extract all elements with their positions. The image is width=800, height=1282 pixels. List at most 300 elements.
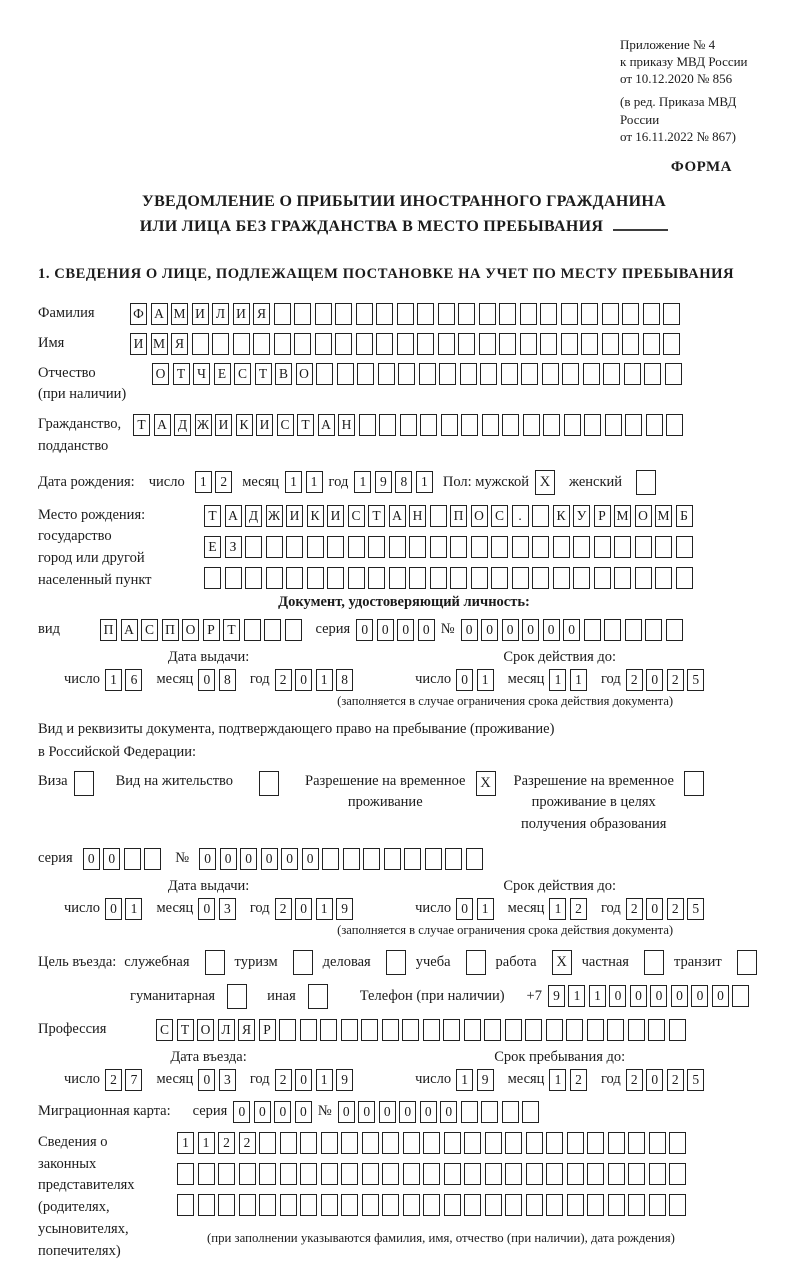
char-cell[interactable]: Т [173, 363, 190, 385]
char-cell[interactable] [523, 414, 540, 436]
char-cell[interactable]: 0 [254, 1101, 271, 1123]
char-cell[interactable]: К [236, 414, 253, 436]
char-cell[interactable]: Я [171, 333, 188, 355]
char-cell[interactable]: Т [255, 363, 272, 385]
char-cell[interactable]: 0 [338, 1101, 355, 1123]
char-cell[interactable] [300, 1019, 317, 1041]
char-cell[interactable] [400, 414, 417, 436]
char-cell[interactable] [525, 1019, 542, 1041]
char-cell[interactable] [546, 1132, 563, 1154]
char-cell[interactable]: 2 [626, 669, 643, 691]
char-cell[interactable] [403, 1163, 420, 1185]
sex-female-checkbox[interactable] [636, 470, 656, 495]
char-cell[interactable] [341, 1163, 358, 1185]
char-cell[interactable]: 0 [646, 898, 663, 920]
char-cell[interactable]: 0 [274, 1101, 291, 1123]
char-cell[interactable] [458, 333, 475, 355]
char-cell[interactable] [356, 303, 373, 325]
char-cell[interactable] [439, 363, 456, 385]
char-cell[interactable]: О [296, 363, 313, 385]
char-cell[interactable] [505, 1163, 522, 1185]
char-cell[interactable]: 1 [549, 669, 566, 691]
char-cell[interactable]: 2 [275, 669, 292, 691]
char-cell[interactable]: 9 [336, 898, 353, 920]
char-cell[interactable]: 0 [418, 619, 435, 641]
char-cell[interactable] [376, 333, 393, 355]
char-cell[interactable]: Н [338, 414, 355, 436]
char-cell[interactable] [409, 567, 426, 589]
char-cell[interactable] [368, 536, 385, 558]
char-cell[interactable] [567, 1163, 584, 1185]
char-cell[interactable]: 5 [687, 669, 704, 691]
char-cell[interactable] [614, 536, 631, 558]
char-cell[interactable]: 1 [477, 669, 494, 691]
char-cell[interactable]: М [614, 505, 631, 527]
char-cell[interactable] [676, 536, 693, 558]
char-cell[interactable] [512, 536, 529, 558]
char-cell[interactable] [285, 619, 302, 641]
char-cell[interactable] [666, 414, 683, 436]
char-cell[interactable]: Т [223, 619, 240, 641]
char-cell[interactable] [384, 848, 401, 870]
char-cell[interactable] [461, 414, 478, 436]
char-cell[interactable] [212, 333, 229, 355]
char-cell[interactable] [567, 1194, 584, 1216]
char-cell[interactable] [244, 619, 261, 641]
char-cell[interactable]: А [318, 414, 335, 436]
char-cell[interactable] [259, 1194, 276, 1216]
char-cell[interactable]: Ч [193, 363, 210, 385]
char-cell[interactable] [397, 303, 414, 325]
char-cell[interactable]: А [154, 414, 171, 436]
char-cell[interactable] [491, 536, 508, 558]
char-cell[interactable] [198, 1163, 215, 1185]
char-cell[interactable]: 0 [379, 1101, 396, 1123]
char-cell[interactable]: 3 [219, 1069, 236, 1091]
char-cell[interactable]: И [215, 414, 232, 436]
purpose-commercial-checkbox[interactable] [386, 950, 406, 975]
char-cell[interactable] [327, 567, 344, 589]
char-cell[interactable]: А [151, 303, 168, 325]
char-cell[interactable] [177, 1194, 194, 1216]
char-cell[interactable] [614, 567, 631, 589]
char-cell[interactable] [587, 1194, 604, 1216]
char-cell[interactable] [669, 1163, 686, 1185]
char-cell[interactable] [587, 1019, 604, 1041]
char-cell[interactable]: Д [245, 505, 262, 527]
char-cell[interactable] [485, 1194, 502, 1216]
char-cell[interactable] [316, 363, 333, 385]
char-cell[interactable]: Б [676, 505, 693, 527]
char-cell[interactable] [649, 1194, 666, 1216]
residence-permit-checkbox[interactable] [259, 771, 279, 796]
char-cell[interactable] [444, 1194, 461, 1216]
char-cell[interactable] [594, 567, 611, 589]
char-cell[interactable]: Я [253, 303, 270, 325]
char-cell[interactable] [499, 333, 516, 355]
char-cell[interactable]: У [573, 505, 590, 527]
char-cell[interactable] [315, 333, 332, 355]
char-cell[interactable]: Ж [266, 505, 283, 527]
char-cell[interactable]: А [225, 505, 242, 527]
char-cell[interactable] [218, 1163, 235, 1185]
char-cell[interactable] [628, 1194, 645, 1216]
char-cell[interactable]: Е [214, 363, 231, 385]
char-cell[interactable] [264, 619, 281, 641]
char-cell[interactable] [464, 1019, 481, 1041]
char-cell[interactable] [362, 1194, 379, 1216]
char-cell[interactable] [307, 536, 324, 558]
char-cell[interactable] [279, 1019, 296, 1041]
char-cell[interactable] [192, 333, 209, 355]
char-cell[interactable] [348, 536, 365, 558]
char-cell[interactable] [320, 1019, 337, 1041]
char-cell[interactable]: 0 [481, 619, 498, 641]
char-cell[interactable]: 1 [549, 1069, 566, 1091]
char-cell[interactable] [245, 536, 262, 558]
char-cell[interactable]: Д [174, 414, 191, 436]
char-cell[interactable] [376, 303, 393, 325]
char-cell[interactable] [233, 333, 250, 355]
char-cell[interactable]: 1 [195, 471, 212, 493]
char-cell[interactable]: 0 [377, 619, 394, 641]
char-cell[interactable] [460, 363, 477, 385]
char-cell[interactable] [430, 567, 447, 589]
char-cell[interactable]: Т [177, 1019, 194, 1041]
char-cell[interactable] [198, 1194, 215, 1216]
char-cell[interactable] [648, 1019, 665, 1041]
purpose-study-checkbox[interactable] [466, 950, 486, 975]
char-cell[interactable] [485, 1132, 502, 1154]
char-cell[interactable] [420, 414, 437, 436]
char-cell[interactable]: 0 [103, 848, 120, 870]
char-cell[interactable] [649, 1132, 666, 1154]
char-cell[interactable]: 1 [477, 898, 494, 920]
char-cell[interactable] [542, 363, 559, 385]
char-cell[interactable]: Т [204, 505, 221, 527]
char-cell[interactable] [274, 303, 291, 325]
char-cell[interactable] [307, 567, 324, 589]
char-cell[interactable] [322, 848, 339, 870]
char-cell[interactable]: 0 [295, 1101, 312, 1123]
char-cell[interactable] [274, 333, 291, 355]
char-cell[interactable]: Е [204, 536, 221, 558]
char-cell[interactable] [124, 848, 141, 870]
char-cell[interactable]: 0 [240, 848, 257, 870]
char-cell[interactable] [583, 363, 600, 385]
visa-checkbox[interactable] [74, 771, 94, 796]
char-cell[interactable]: 0 [712, 985, 729, 1007]
char-cell[interactable]: 0 [609, 985, 626, 1007]
char-cell[interactable] [608, 1132, 625, 1154]
char-cell[interactable] [363, 848, 380, 870]
char-cell[interactable] [732, 985, 749, 1007]
char-cell[interactable] [464, 1132, 481, 1154]
char-cell[interactable]: В [275, 363, 292, 385]
char-cell[interactable] [484, 1019, 501, 1041]
char-cell[interactable] [419, 363, 436, 385]
char-cell[interactable]: 0 [691, 985, 708, 1007]
char-cell[interactable]: 0 [233, 1101, 250, 1123]
char-cell[interactable]: 7 [125, 1069, 142, 1091]
char-cell[interactable]: 2 [275, 898, 292, 920]
char-cell[interactable]: 2 [626, 898, 643, 920]
char-cell[interactable] [624, 363, 641, 385]
char-cell[interactable]: 8 [219, 669, 236, 691]
char-cell[interactable] [479, 303, 496, 325]
char-cell[interactable] [602, 333, 619, 355]
char-cell[interactable]: 0 [295, 1069, 312, 1091]
char-cell[interactable] [177, 1163, 194, 1185]
char-cell[interactable] [280, 1163, 297, 1185]
char-cell[interactable] [403, 1194, 420, 1216]
char-cell[interactable]: 0 [295, 669, 312, 691]
char-cell[interactable]: Ж [195, 414, 212, 436]
char-cell[interactable] [562, 363, 579, 385]
char-cell[interactable]: 0 [105, 898, 122, 920]
char-cell[interactable]: Н [409, 505, 426, 527]
char-cell[interactable]: 0 [456, 898, 473, 920]
char-cell[interactable] [423, 1163, 440, 1185]
char-cell[interactable] [543, 414, 560, 436]
char-cell[interactable]: И [286, 505, 303, 527]
char-cell[interactable]: 0 [646, 669, 663, 691]
char-cell[interactable]: Л [212, 303, 229, 325]
char-cell[interactable] [526, 1194, 543, 1216]
char-cell[interactable] [607, 1019, 624, 1041]
char-cell[interactable] [253, 333, 270, 355]
char-cell[interactable] [644, 363, 661, 385]
char-cell[interactable]: 1 [589, 985, 606, 1007]
char-cell[interactable] [423, 1132, 440, 1154]
char-cell[interactable]: 1 [549, 898, 566, 920]
char-cell[interactable]: 0 [198, 898, 215, 920]
char-cell[interactable] [625, 619, 642, 641]
char-cell[interactable]: 0 [420, 1101, 437, 1123]
char-cell[interactable]: Л [218, 1019, 235, 1041]
char-cell[interactable]: 2 [570, 1069, 587, 1091]
char-cell[interactable] [566, 1019, 583, 1041]
char-cell[interactable] [645, 619, 662, 641]
purpose-private-checkbox[interactable] [644, 950, 664, 975]
char-cell[interactable] [521, 363, 538, 385]
char-cell[interactable] [491, 567, 508, 589]
char-cell[interactable] [471, 567, 488, 589]
char-cell[interactable]: 0 [461, 619, 478, 641]
char-cell[interactable] [520, 303, 537, 325]
char-cell[interactable]: К [307, 505, 324, 527]
char-cell[interactable] [438, 333, 455, 355]
char-cell[interactable]: 0 [220, 848, 237, 870]
char-cell[interactable] [643, 333, 660, 355]
char-cell[interactable]: 2 [570, 898, 587, 920]
char-cell[interactable] [669, 1019, 686, 1041]
char-cell[interactable]: 3 [219, 898, 236, 920]
char-cell[interactable] [404, 848, 421, 870]
char-cell[interactable] [286, 536, 303, 558]
char-cell[interactable] [602, 303, 619, 325]
char-cell[interactable] [259, 1163, 276, 1185]
char-cell[interactable] [321, 1194, 338, 1216]
char-cell[interactable]: 0 [83, 848, 100, 870]
char-cell[interactable]: 0 [502, 619, 519, 641]
char-cell[interactable] [294, 333, 311, 355]
char-cell[interactable] [382, 1019, 399, 1041]
char-cell[interactable] [546, 1163, 563, 1185]
char-cell[interactable]: 2 [239, 1132, 256, 1154]
char-cell[interactable] [397, 333, 414, 355]
char-cell[interactable] [443, 1019, 460, 1041]
char-cell[interactable] [321, 1132, 338, 1154]
char-cell[interactable] [245, 567, 262, 589]
char-cell[interactable] [403, 1132, 420, 1154]
char-cell[interactable]: 2 [218, 1132, 235, 1154]
char-cell[interactable]: С [277, 414, 294, 436]
char-cell[interactable] [343, 848, 360, 870]
char-cell[interactable] [280, 1194, 297, 1216]
char-cell[interactable] [649, 1163, 666, 1185]
char-cell[interactable] [532, 567, 549, 589]
char-cell[interactable]: 2 [667, 898, 684, 920]
char-cell[interactable] [356, 333, 373, 355]
char-cell[interactable] [581, 303, 598, 325]
char-cell[interactable] [663, 333, 680, 355]
char-cell[interactable]: А [121, 619, 138, 641]
char-cell[interactable]: 1 [198, 1132, 215, 1154]
char-cell[interactable]: 1 [570, 669, 587, 691]
char-cell[interactable] [335, 333, 352, 355]
char-cell[interactable] [522, 1101, 539, 1123]
char-cell[interactable] [444, 1132, 461, 1154]
char-cell[interactable]: 0 [281, 848, 298, 870]
char-cell[interactable] [676, 567, 693, 589]
char-cell[interactable]: П [162, 619, 179, 641]
char-cell[interactable] [382, 1163, 399, 1185]
char-cell[interactable] [378, 363, 395, 385]
char-cell[interactable] [532, 536, 549, 558]
char-cell[interactable] [666, 619, 683, 641]
char-cell[interactable]: И [192, 303, 209, 325]
char-cell[interactable] [532, 505, 549, 527]
char-cell[interactable] [259, 1132, 276, 1154]
char-cell[interactable] [553, 567, 570, 589]
char-cell[interactable]: 1 [316, 1069, 333, 1091]
char-cell[interactable]: И [327, 505, 344, 527]
char-cell[interactable]: 0 [295, 898, 312, 920]
char-cell[interactable]: Р [259, 1019, 276, 1041]
char-cell[interactable]: 1 [316, 669, 333, 691]
char-cell[interactable] [502, 414, 519, 436]
char-cell[interactable]: 2 [275, 1069, 292, 1091]
char-cell[interactable]: 0 [456, 669, 473, 691]
char-cell[interactable] [603, 363, 620, 385]
char-cell[interactable] [628, 1163, 645, 1185]
char-cell[interactable] [315, 303, 332, 325]
char-cell[interactable]: 2 [105, 1069, 122, 1091]
char-cell[interactable] [266, 567, 283, 589]
char-cell[interactable] [239, 1163, 256, 1185]
char-cell[interactable]: 1 [456, 1069, 473, 1091]
char-cell[interactable]: 0 [198, 1069, 215, 1091]
char-cell[interactable] [505, 1019, 522, 1041]
char-cell[interactable] [461, 1101, 478, 1123]
char-cell[interactable] [604, 619, 621, 641]
char-cell[interactable] [382, 1132, 399, 1154]
char-cell[interactable] [635, 536, 652, 558]
char-cell[interactable] [438, 303, 455, 325]
char-cell[interactable]: 0 [358, 1101, 375, 1123]
char-cell[interactable] [567, 1132, 584, 1154]
char-cell[interactable] [337, 363, 354, 385]
char-cell[interactable] [348, 567, 365, 589]
char-cell[interactable] [389, 536, 406, 558]
temp-residence-checkbox[interactable]: X [476, 771, 496, 796]
char-cell[interactable] [587, 1132, 604, 1154]
char-cell[interactable] [505, 1194, 522, 1216]
char-cell[interactable] [669, 1132, 686, 1154]
edu-residence-checkbox[interactable] [684, 771, 704, 796]
char-cell[interactable] [669, 1194, 686, 1216]
char-cell[interactable]: Р [203, 619, 220, 641]
char-cell[interactable] [622, 333, 639, 355]
char-cell[interactable] [382, 1194, 399, 1216]
purpose-other-checkbox[interactable] [308, 984, 328, 1009]
char-cell[interactable] [526, 1132, 543, 1154]
char-cell[interactable] [628, 1132, 645, 1154]
char-cell[interactable]: Т [133, 414, 150, 436]
char-cell[interactable] [655, 536, 672, 558]
char-cell[interactable]: О [182, 619, 199, 641]
char-cell[interactable] [628, 1019, 645, 1041]
char-cell[interactable]: 1 [105, 669, 122, 691]
char-cell[interactable] [479, 333, 496, 355]
char-cell[interactable] [341, 1132, 358, 1154]
char-cell[interactable] [553, 536, 570, 558]
char-cell[interactable]: О [635, 505, 652, 527]
char-cell[interactable] [584, 414, 601, 436]
char-cell[interactable] [464, 1194, 481, 1216]
char-cell[interactable]: 0 [543, 619, 560, 641]
char-cell[interactable] [573, 536, 590, 558]
char-cell[interactable] [561, 333, 578, 355]
purpose-transit-checkbox[interactable] [737, 950, 757, 975]
char-cell[interactable] [466, 848, 483, 870]
char-cell[interactable] [335, 303, 352, 325]
char-cell[interactable] [300, 1194, 317, 1216]
char-cell[interactable]: 0 [397, 619, 414, 641]
char-cell[interactable] [450, 536, 467, 558]
char-cell[interactable]: З [225, 536, 242, 558]
char-cell[interactable] [480, 363, 497, 385]
char-cell[interactable]: 0 [563, 619, 580, 641]
char-cell[interactable] [430, 536, 447, 558]
char-cell[interactable]: 9 [375, 471, 392, 493]
char-cell[interactable]: 5 [687, 1069, 704, 1091]
char-cell[interactable] [643, 303, 660, 325]
char-cell[interactable] [665, 363, 682, 385]
char-cell[interactable]: 2 [626, 1069, 643, 1091]
char-cell[interactable] [362, 1132, 379, 1154]
char-cell[interactable] [417, 333, 434, 355]
char-cell[interactable]: 9 [548, 985, 565, 1007]
char-cell[interactable] [144, 848, 161, 870]
char-cell[interactable] [445, 848, 462, 870]
char-cell[interactable] [546, 1019, 563, 1041]
char-cell[interactable] [526, 1163, 543, 1185]
char-cell[interactable] [482, 414, 499, 436]
char-cell[interactable]: . [512, 505, 529, 527]
char-cell[interactable] [280, 1132, 297, 1154]
